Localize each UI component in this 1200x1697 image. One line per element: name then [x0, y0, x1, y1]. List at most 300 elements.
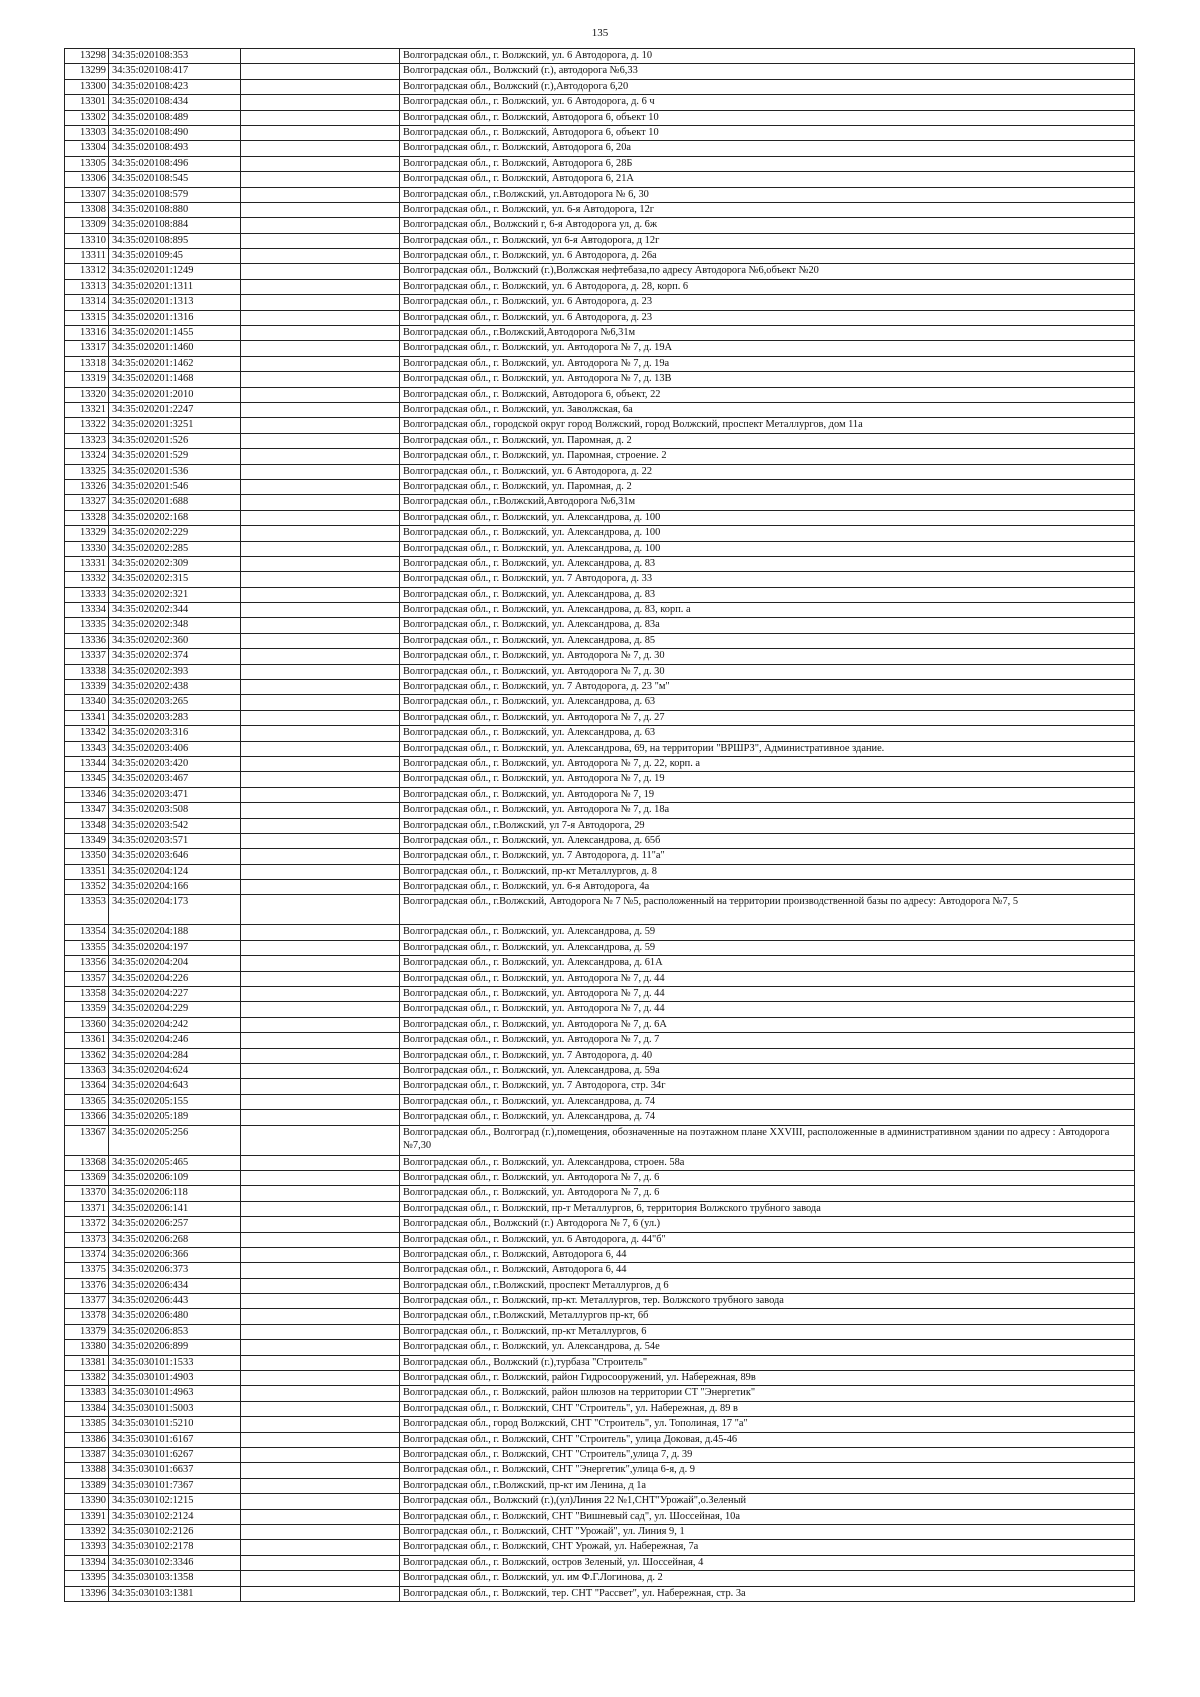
row-number: 13319: [65, 372, 109, 387]
empty-cell: [241, 218, 400, 233]
address-cell: Волгоградская обл., г. Волжский, Автодорога 6, 20а: [400, 141, 1135, 156]
row-number: 13370: [65, 1186, 109, 1201]
empty-cell: [241, 279, 400, 294]
cadastral-number: 34:35:030101:6167: [109, 1432, 241, 1447]
row-number: 13322: [65, 418, 109, 433]
address-cell: Волгоградская обл., г. Волжский, ул. Александрова, д. 59: [400, 925, 1135, 940]
address-cell: Волгоградская обл., г. Волжский, ул. Александрова, д. 59: [400, 940, 1135, 955]
row-number: 13327: [65, 495, 109, 510]
cadastral-number: 34:35:020201:529: [109, 449, 241, 464]
empty-cell: [241, 1401, 400, 1416]
address-cell: Волгоградская обл., г. Волжский, ул. Автодорога № 7, д. 19А: [400, 341, 1135, 356]
table-row: [65, 1447, 1135, 1462]
row-number: 13353: [65, 895, 109, 925]
empty-cell: [241, 1447, 400, 1462]
row-number: 13365: [65, 1094, 109, 1109]
table-row: [65, 1524, 1135, 1539]
empty-cell: [241, 541, 400, 556]
row-number: 13361: [65, 1033, 109, 1048]
cadastral-number: 34:35:030101:4963: [109, 1386, 241, 1401]
cadastral-number: 34:35:020206:480: [109, 1309, 241, 1324]
table-row: [65, 1079, 1135, 1094]
row-number: 13325: [65, 464, 109, 479]
table-row: [65, 741, 1135, 756]
table-row: [65, 1217, 1135, 1232]
table-row: [65, 356, 1135, 371]
address-cell: Волгоградская обл., г. Волжский, ул. Александрова, д. 63: [400, 695, 1135, 710]
address-cell: Волгоградская обл., г. Волжский, Автодорога 6, 28Б: [400, 156, 1135, 171]
cadastral-number: 34:35:020204:246: [109, 1033, 241, 1048]
table-row: [65, 849, 1135, 864]
row-number: 13313: [65, 279, 109, 294]
cadastral-number: 34:35:020202:374: [109, 649, 241, 664]
cadastral-number: 34:35:020202:321: [109, 587, 241, 602]
table-row: [65, 1170, 1135, 1185]
empty-cell: [241, 1417, 400, 1432]
empty-cell: [241, 510, 400, 525]
address-cell: Волгоградская обл., Волгоград (г.),помещения, обозначенные на поэтажном плане XXVIII, расположенные в административном здании по адресу : Автодорога №7,30: [400, 1125, 1135, 1155]
cadastral-number: 34:35:030101:6267: [109, 1447, 241, 1462]
row-number: 13369: [65, 1170, 109, 1185]
row-number: 13373: [65, 1232, 109, 1247]
row-number: 13315: [65, 310, 109, 325]
table-row: [65, 449, 1135, 464]
table-row: [65, 1110, 1135, 1125]
cadastral-number: 34:35:020201:546: [109, 479, 241, 494]
empty-cell: [241, 1094, 400, 1109]
row-number: 13374: [65, 1247, 109, 1262]
row-number: 13375: [65, 1263, 109, 1278]
row-number: 13334: [65, 603, 109, 618]
table-row: [65, 1417, 1135, 1432]
table-row: [65, 1540, 1135, 1555]
row-number: 13342: [65, 726, 109, 741]
empty-cell: [241, 818, 400, 833]
table-row: [65, 1201, 1135, 1216]
row-number: 13364: [65, 1079, 109, 1094]
cadastral-number: 34:35:020202:344: [109, 603, 241, 618]
cadastral-number: 34:35:020204:284: [109, 1048, 241, 1063]
cadastral-number: 34:35:020206:366: [109, 1247, 241, 1262]
cadastral-number: 34:35:020108:496: [109, 156, 241, 171]
cadastral-number: 34:35:020201:1462: [109, 356, 241, 371]
address-cell: Волгоградская обл., г. Волжский, ул. 6 Автодорога, д. 23: [400, 310, 1135, 325]
empty-cell: [241, 1079, 400, 1094]
address-cell: Волгоградская обл., Волжский г, 6-я Автодорога ул, д. 6ж: [400, 218, 1135, 233]
address-cell: Волгоградская обл., г. Волжский, ул. Александрова, д. 61А: [400, 956, 1135, 971]
row-number: 13337: [65, 649, 109, 664]
address-cell: Волгоградская обл., г. Волжский, ул. Автодорога № 7, д. 13В: [400, 372, 1135, 387]
cadastral-number: 34:35:020201:526: [109, 433, 241, 448]
address-cell: Волгоградская обл., г. Волжский, пр-т Металлургов, 6, территория Волжского трубного завода: [400, 1201, 1135, 1216]
row-number: 13359: [65, 1002, 109, 1017]
address-cell: Волгоградская обл., Волжский (г.),турбаза "Строитель": [400, 1355, 1135, 1370]
address-cell: Волгоградская обл., г. Волжский, Автодорога 6, объект 10: [400, 110, 1135, 125]
table-row: [65, 510, 1135, 525]
empty-cell: [241, 1048, 400, 1063]
empty-cell: [241, 326, 400, 341]
address-cell: Волгоградская обл., г.Волжский,Автодорога №6,31м: [400, 326, 1135, 341]
cadastral-number: 34:35:020201:2247: [109, 402, 241, 417]
address-cell: Волгоградская обл., г. Волжский, ул. Александрова, д. 65б: [400, 833, 1135, 848]
empty-cell: [241, 633, 400, 648]
empty-cell: [241, 125, 400, 140]
address-cell: Волгоградская обл., г. Волжский, ул. 6 Автодорога, д. 26а: [400, 249, 1135, 264]
address-cell: Волгоградская обл., г. Волжский, ул. Александрова, д. 74: [400, 1094, 1135, 1109]
table-row: [65, 1064, 1135, 1079]
row-number: 13316: [65, 326, 109, 341]
empty-cell: [241, 1509, 400, 1524]
empty-cell: [241, 295, 400, 310]
row-number: 13298: [65, 49, 109, 64]
address-cell: Волгоградская обл., г. Волжский, ул. 6 Автодорога, д. 6 ч: [400, 95, 1135, 110]
cadastral-number: 34:35:020206:257: [109, 1217, 241, 1232]
address-cell: Волгоградская обл., г. Волжский, район Гидросооружений, ул. Набережная, 89в: [400, 1371, 1135, 1386]
cadastral-number: 34:35:020204:643: [109, 1079, 241, 1094]
empty-cell: [241, 187, 400, 202]
cadastral-number: 34:35:020201:1460: [109, 341, 241, 356]
empty-cell: [241, 772, 400, 787]
row-number: 13336: [65, 633, 109, 648]
address-cell: Волгоградская обл., г. Волжский, ул. Александрова, д. 83а: [400, 618, 1135, 633]
table-row: [65, 1125, 1135, 1155]
cadastral-number: 34:35:020203:571: [109, 833, 241, 848]
empty-cell: [241, 156, 400, 171]
table-row: [65, 464, 1135, 479]
address-cell: Волгоградская обл., г. Волжский, ул. 7 Автодорога, д. 33: [400, 572, 1135, 587]
address-cell: Волгоградская обл., г. Волжский, ул. Автодорога № 7, д. 30: [400, 664, 1135, 679]
cadastral-number: 34:35:030102:3346: [109, 1555, 241, 1570]
address-cell: Волгоградская обл., Волжский (г.),Волжская нефтебаза,по адресу Автодорога №6,объект №20: [400, 264, 1135, 279]
table-row: [65, 1048, 1135, 1063]
cadastral-number: 34:35:020201:1455: [109, 326, 241, 341]
empty-cell: [241, 1340, 400, 1355]
cadastral-number: 34:35:020206:373: [109, 1263, 241, 1278]
empty-cell: [241, 680, 400, 695]
empty-cell: [241, 803, 400, 818]
table-row: [65, 295, 1135, 310]
cadastral-number: 34:35:020108:423: [109, 79, 241, 94]
cadastral-number: 34:35:030103:1358: [109, 1571, 241, 1586]
address-cell: Волгоградская обл., г. Волжский, ул. Александрова, д. 83: [400, 587, 1135, 602]
empty-cell: [241, 341, 400, 356]
address-cell: Волгоградская обл., г.Волжский, проспект Металлургов, д 6: [400, 1278, 1135, 1293]
empty-cell: [241, 402, 400, 417]
table-row: [65, 95, 1135, 110]
table-row: [65, 787, 1135, 802]
table-row: [65, 156, 1135, 171]
cadastral-number: 34:35:020201:3251: [109, 418, 241, 433]
table-row: [65, 1586, 1135, 1601]
table-row: [65, 79, 1135, 94]
table-row: [65, 1432, 1135, 1447]
cadastral-number: 34:35:020108:895: [109, 233, 241, 248]
table-row: [65, 233, 1135, 248]
row-number: 13387: [65, 1447, 109, 1462]
row-number: 13320: [65, 387, 109, 402]
row-number: 13354: [65, 925, 109, 940]
cadastral-number: 34:35:020108:490: [109, 125, 241, 140]
empty-cell: [241, 1017, 400, 1032]
cadastral-number: 34:35:020204:624: [109, 1064, 241, 1079]
table-row: [65, 1494, 1135, 1509]
cadastral-number: 34:35:020201:1249: [109, 264, 241, 279]
cadastral-number: 34:35:020204:173: [109, 895, 241, 925]
address-cell: Волгоградская обл., г. Волжский, ул. Заволжская, 6а: [400, 402, 1135, 417]
cadastral-number: 34:35:020201:2010: [109, 387, 241, 402]
row-number: 13358: [65, 987, 109, 1002]
cadastral-number: 34:35:020204:227: [109, 987, 241, 1002]
cadastral-number: 34:35:020206:434: [109, 1278, 241, 1293]
row-number: 13356: [65, 956, 109, 971]
cadastral-number: 34:35:030102:2124: [109, 1509, 241, 1524]
address-cell: Волгоградская обл., Волжский (г.), автодорога №6,33: [400, 64, 1135, 79]
table-row: [65, 895, 1135, 925]
empty-cell: [241, 1033, 400, 1048]
cadastral-number: 34:35:020203:646: [109, 849, 241, 864]
address-cell: Волгоградская обл., г. Волжский, пр-кт Металлургов, 6: [400, 1324, 1135, 1339]
row-number: 13366: [65, 1110, 109, 1125]
empty-cell: [241, 356, 400, 371]
address-cell: Волгоградская обл., г. Волжский, ул. Автодорога № 7, д. 6: [400, 1170, 1135, 1185]
address-cell: Волгоградская обл., г. Волжский, пр-кт. Металлургов, тер. Волжского трубного завода: [400, 1294, 1135, 1309]
row-number: 13351: [65, 864, 109, 879]
cadastral-number: 34:35:030101:6637: [109, 1463, 241, 1478]
address-cell: Волгоградская обл., г. Волжский, Автодорога 6, 21А: [400, 172, 1135, 187]
address-cell: Волгоградская обл., г. Волжский, ул. 7 Автодорога, д. 23 "м": [400, 680, 1135, 695]
empty-cell: [241, 1555, 400, 1570]
table-row: [65, 1017, 1135, 1032]
empty-cell: [241, 464, 400, 479]
cadastral-number: 34:35:020201:1316: [109, 310, 241, 325]
table-row: [65, 125, 1135, 140]
table-row: [65, 833, 1135, 848]
address-cell: Волгоградская обл., г. Волжский, СНТ "Энергетик",улица 6-я, д. 9: [400, 1463, 1135, 1478]
row-number: 13347: [65, 803, 109, 818]
row-number: 13345: [65, 772, 109, 787]
cadastral-number: 34:35:020201:536: [109, 464, 241, 479]
empty-cell: [241, 1263, 400, 1278]
empty-cell: [241, 64, 400, 79]
cadastral-number: 34:35:030102:1215: [109, 1494, 241, 1509]
cadastral-number: 34:35:030103:1381: [109, 1586, 241, 1601]
empty-cell: [241, 141, 400, 156]
address-cell: Волгоградская обл., г. Волжский, СНТ "Строитель",улица 7, д. 39: [400, 1447, 1135, 1462]
row-number: 13383: [65, 1386, 109, 1401]
table-row: [65, 925, 1135, 940]
table-row: [65, 971, 1135, 986]
table-row: [65, 479, 1135, 494]
table-row: [65, 726, 1135, 741]
cadastral-number: 34:35:030102:2126: [109, 1524, 241, 1539]
row-number: 13395: [65, 1571, 109, 1586]
table-row: [65, 1186, 1135, 1201]
table-row: [65, 279, 1135, 294]
table-row: [65, 1294, 1135, 1309]
row-number: 13391: [65, 1509, 109, 1524]
address-cell: Волгоградская обл., г. Волжский, СНТ "Строитель", улица Доковая, д.45-46: [400, 1432, 1135, 1447]
address-cell: Волгоградская обл., г. Волжский, ул. Автодорога № 7, д. 27: [400, 710, 1135, 725]
cadastral-number: 34:35:020108:489: [109, 110, 241, 125]
cadastral-number: 34:35:030101:1533: [109, 1355, 241, 1370]
address-cell: Волгоградская обл., г.Волжский, Автодорога № 7 №5, расположенный на территории производственной базы по адресу: Автодорога №7, 5: [400, 895, 1135, 925]
row-number: 13368: [65, 1155, 109, 1170]
cadastral-number: 34:35:020206:141: [109, 1201, 241, 1216]
row-number: 13367: [65, 1125, 109, 1155]
address-cell: Волгоградская обл., г. Волжский, ул. им Ф.Г.Логинова, д. 2: [400, 1571, 1135, 1586]
row-number: 13340: [65, 695, 109, 710]
table-row: [65, 110, 1135, 125]
empty-cell: [241, 1586, 400, 1601]
address-cell: Волгоградская обл., г. Волжский, ул. 6 Автодорога, д. 28, корп. 6: [400, 279, 1135, 294]
cadastral-number: 34:35:020108:884: [109, 218, 241, 233]
table-row: [65, 172, 1135, 187]
table-row: [65, 1232, 1135, 1247]
row-number: 13328: [65, 510, 109, 525]
table-row: [65, 603, 1135, 618]
cadastral-number: 34:35:020203:406: [109, 741, 241, 756]
cadastral-number: 34:35:020205:155: [109, 1094, 241, 1109]
row-number: 13352: [65, 880, 109, 895]
row-number: 13389: [65, 1478, 109, 1493]
table-row: [65, 772, 1135, 787]
empty-cell: [241, 1064, 400, 1079]
table-row: [65, 803, 1135, 818]
address-cell: Волгоградская обл., г. Волжский, ул. 6-я Автодорога, 12г: [400, 202, 1135, 217]
cadastral-number: 34:35:020203:508: [109, 803, 241, 818]
row-number: 13299: [65, 64, 109, 79]
row-number: 13324: [65, 449, 109, 464]
address-cell: Волгоградская обл., г. Волжский, ул. 6 Автодорога, д. 10: [400, 49, 1135, 64]
cadastral-number: 34:35:020206:118: [109, 1186, 241, 1201]
empty-cell: [241, 849, 400, 864]
table-row: [65, 680, 1135, 695]
address-cell: Волгоградская обл., г. Волжский, ул. Александрова, 69, на территории "ВРШРЗ", Административное здание.: [400, 741, 1135, 756]
empty-cell: [241, 249, 400, 264]
table-row: [65, 1324, 1135, 1339]
empty-cell: [241, 618, 400, 633]
register-table: [64, 48, 1135, 1602]
cadastral-number: 34:35:020108:493: [109, 141, 241, 156]
empty-cell: [241, 1247, 400, 1262]
address-cell: Волгоградская обл., г.Волжский,Автодорога №6,31м: [400, 495, 1135, 510]
row-number: 13304: [65, 141, 109, 156]
empty-cell: [241, 895, 400, 925]
cadastral-number: 34:35:020205:465: [109, 1155, 241, 1170]
empty-cell: [241, 172, 400, 187]
empty-cell: [241, 925, 400, 940]
row-number: 13344: [65, 756, 109, 771]
empty-cell: [241, 526, 400, 541]
address-cell: Волгоградская обл., г.Волжский, Металлургов пр-кт, 6б: [400, 1309, 1135, 1324]
row-number: 13323: [65, 433, 109, 448]
empty-cell: [241, 787, 400, 802]
table-row: [65, 49, 1135, 64]
empty-cell: [241, 1278, 400, 1293]
table-row: [65, 818, 1135, 833]
address-cell: Волгоградская обл., г. Волжский, ул. Автодорога № 7, д. 44: [400, 987, 1135, 1002]
row-number: 13333: [65, 587, 109, 602]
address-cell: Волгоградская обл., г. Волжский, ул. Александрова, д. 83, корп. а: [400, 603, 1135, 618]
address-cell: Волгоградская обл., г. Волжский, ул. Александрова, д. 74: [400, 1110, 1135, 1125]
address-cell: Волгоградская обл., г. Волжский, СНТ "Вишневый сад", ул. Шоссейная, 10а: [400, 1509, 1135, 1524]
row-number: 13392: [65, 1524, 109, 1539]
table-row: [65, 1094, 1135, 1109]
table-row: [65, 880, 1135, 895]
table-row: [65, 572, 1135, 587]
row-number: 13386: [65, 1432, 109, 1447]
table-row: [65, 649, 1135, 664]
empty-cell: [241, 1386, 400, 1401]
cadastral-number: 34:35:020201:688: [109, 495, 241, 510]
row-number: 13326: [65, 479, 109, 494]
table-row: [65, 202, 1135, 217]
row-number: 13388: [65, 1463, 109, 1478]
address-cell: Волгоградская обл., Волжский (г.),Автодорога 6,20: [400, 79, 1135, 94]
row-number: 13321: [65, 402, 109, 417]
table-row: [65, 310, 1135, 325]
row-number: 13305: [65, 156, 109, 171]
table-row: [65, 187, 1135, 202]
cadastral-number: 34:35:020202:393: [109, 664, 241, 679]
empty-cell: [241, 649, 400, 664]
row-number: 13339: [65, 680, 109, 695]
row-number: 13377: [65, 1294, 109, 1309]
row-number: 13355: [65, 940, 109, 955]
address-cell: Волгоградская обл., г. Волжский, СНТ Урожай, ул. Набережная, 7а: [400, 1540, 1135, 1555]
table-row: [65, 587, 1135, 602]
empty-cell: [241, 372, 400, 387]
cadastral-number: 34:35:030101:7367: [109, 1478, 241, 1493]
empty-cell: [241, 1002, 400, 1017]
row-number: 13338: [65, 664, 109, 679]
cadastral-number: 34:35:020204:166: [109, 880, 241, 895]
address-cell: Волгоградская обл., г. Волжский, ул. Автодорога № 7, д. 44: [400, 971, 1135, 986]
address-cell: Волгоградская обл., город Волжский, СНТ "Строитель", ул. Тополиная, 17 "а": [400, 1417, 1135, 1432]
table-row: [65, 541, 1135, 556]
address-cell: Волгоградская обл., г. Волжский, район шлюзов на территории СТ "Энергетик": [400, 1386, 1135, 1401]
address-cell: Волгоградская обл., Волжский (г.) Автодорога № 7, 6 (ул.): [400, 1217, 1135, 1232]
empty-cell: [241, 1571, 400, 1586]
row-number: 13309: [65, 218, 109, 233]
table-row: [65, 1478, 1135, 1493]
table-row: [65, 1509, 1135, 1524]
cadastral-number: 34:35:020202:285: [109, 541, 241, 556]
table-row: [65, 249, 1135, 264]
cadastral-number: 34:35:020108:417: [109, 64, 241, 79]
row-number: 13306: [65, 172, 109, 187]
cadastral-number: 34:35:030101:5003: [109, 1401, 241, 1416]
empty-cell: [241, 1186, 400, 1201]
empty-cell: [241, 603, 400, 618]
address-cell: Волгоградская обл., г. Волжский, пр-кт Металлургов, д. 8: [400, 864, 1135, 879]
cadastral-number: 34:35:020108:434: [109, 95, 241, 110]
row-number: 13307: [65, 187, 109, 202]
cadastral-number: 34:35:030101:4903: [109, 1371, 241, 1386]
cadastral-number: 34:35:020202:168: [109, 510, 241, 525]
empty-cell: [241, 1155, 400, 1170]
row-number: 13300: [65, 79, 109, 94]
row-number: 13317: [65, 341, 109, 356]
empty-cell: [241, 1232, 400, 1247]
table-row: [65, 1002, 1135, 1017]
page-number: 135: [591, 27, 609, 39]
empty-cell: [241, 1540, 400, 1555]
cadastral-number: 34:35:020203:467: [109, 772, 241, 787]
cadastral-number: 34:35:020204:229: [109, 1002, 241, 1017]
cadastral-number: 34:35:020205:189: [109, 1110, 241, 1125]
empty-cell: [241, 1463, 400, 1478]
